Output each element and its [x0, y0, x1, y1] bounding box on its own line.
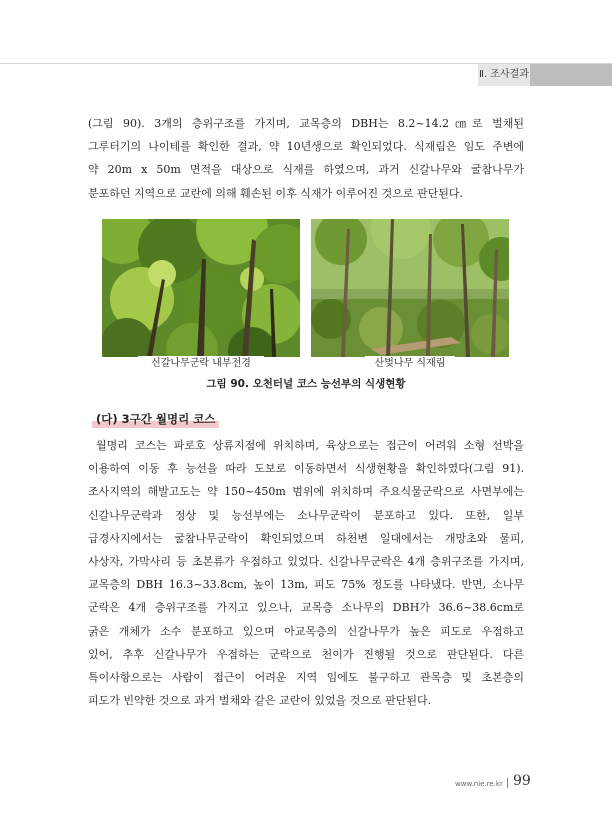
- text-line: 약 20m x 50m 면적을 대상으로 식재를 하였으며, 과거 신갈나무와 굴참나무가: [88, 163, 524, 177]
- text-line: 군락은 4개 층위구조를 가지고 있으나, 교목층 소나무의 DBH가 36.6~38.6cm로: [88, 601, 524, 615]
- text-line: 이용하여 이동 후 능선을 따라 도보로 이동하면서 식생현황을 확인하였다(그림 91).: [88, 462, 524, 476]
- text-line: 사상자, 가막사리 등 초본류가 우점하고 있었다. 신갈나무군락은 4개 층위구조를 가지며,: [88, 555, 524, 569]
- photo-label-oak-forest: 신갈나무군락 내부전경: [138, 356, 264, 372]
- text-line: 있어, 추후 신갈나무가 우점하는 군락으로 천이가 진행될 것으로 판단된다. 다른: [88, 647, 524, 661]
- text-line: 굵은 개체가 소수 분포하고 있으며 아교목층의 신갈나무가 높은 피도로 우점하고: [88, 624, 524, 638]
- text-line: 교목층의 DBH 16.3~33.8cm, 높이 13m, 피도 75% 정도를 나타냈다. 반면, 소나무: [88, 578, 524, 592]
- subheading: (다) 3구간 월명리 코스: [92, 410, 219, 429]
- figure-caption: 그림 90. 오천터널 코스 능선부의 식생현황: [206, 378, 406, 390]
- footer-separator: [507, 778, 508, 788]
- text-line: 특이사항으로는 사람이 접근이 어려운 지역 임에도 불구하고 관목층 및 초본층의: [88, 671, 524, 685]
- text-line: (그림 90). 3개의 층위구조를 가지며, 교목층의 DBH는 8.2~14.2㎝로 벌채된: [88, 117, 524, 130]
- paragraph-intro: [88, 112, 524, 205]
- section-tab: [478, 64, 612, 86]
- photo-oak-forest-interior: [102, 219, 300, 357]
- text-line: 그루터기의 나이테를 확인한 결과, 약 10년생으로 확인되었다. 식재림은 임도 주변에: [88, 140, 524, 154]
- text-line: 피도가 빈약한 것으로 과거 벌채와 같은 교란이 있었을 것으로 판단된다.: [88, 694, 432, 708]
- text-line: 신갈나무군락과 정상 및 능선부에는 소나무군락이 분포하고 있다. 또한, 일부: [88, 508, 524, 522]
- text-line: 분포하던 지역으로 교란에 의해 훼손된 이후 식재가 이루어진 것으로 판단된다.: [88, 186, 463, 200]
- text-line: 월명리 코스는 파로호 상류지점에 위치하며, 육상으로는 접근이 어려워 소형 선박을: [96, 439, 524, 452]
- text-line: 급경사지에서는 굴참나무군락이 확인되었으며 하천변 일대에서는 개망초와 물피,: [88, 531, 524, 545]
- page-number: 99: [513, 773, 531, 789]
- photo-label-cherry-plantation: 산벚나무 식재림: [365, 356, 455, 372]
- photo-cherry-plantation: [311, 219, 509, 357]
- footer-url: www.nie.re.kr: [455, 780, 503, 788]
- section-label: Ⅱ. 조사결과: [479, 69, 529, 80]
- paragraph-wolmyeong-course: [88, 434, 524, 712]
- text-line: 조사지역의 해발고도는 약 150~450m 범위에 위치하며 주요식물군락으로 사면부에는: [88, 485, 524, 499]
- section-tab-accent: [530, 64, 612, 86]
